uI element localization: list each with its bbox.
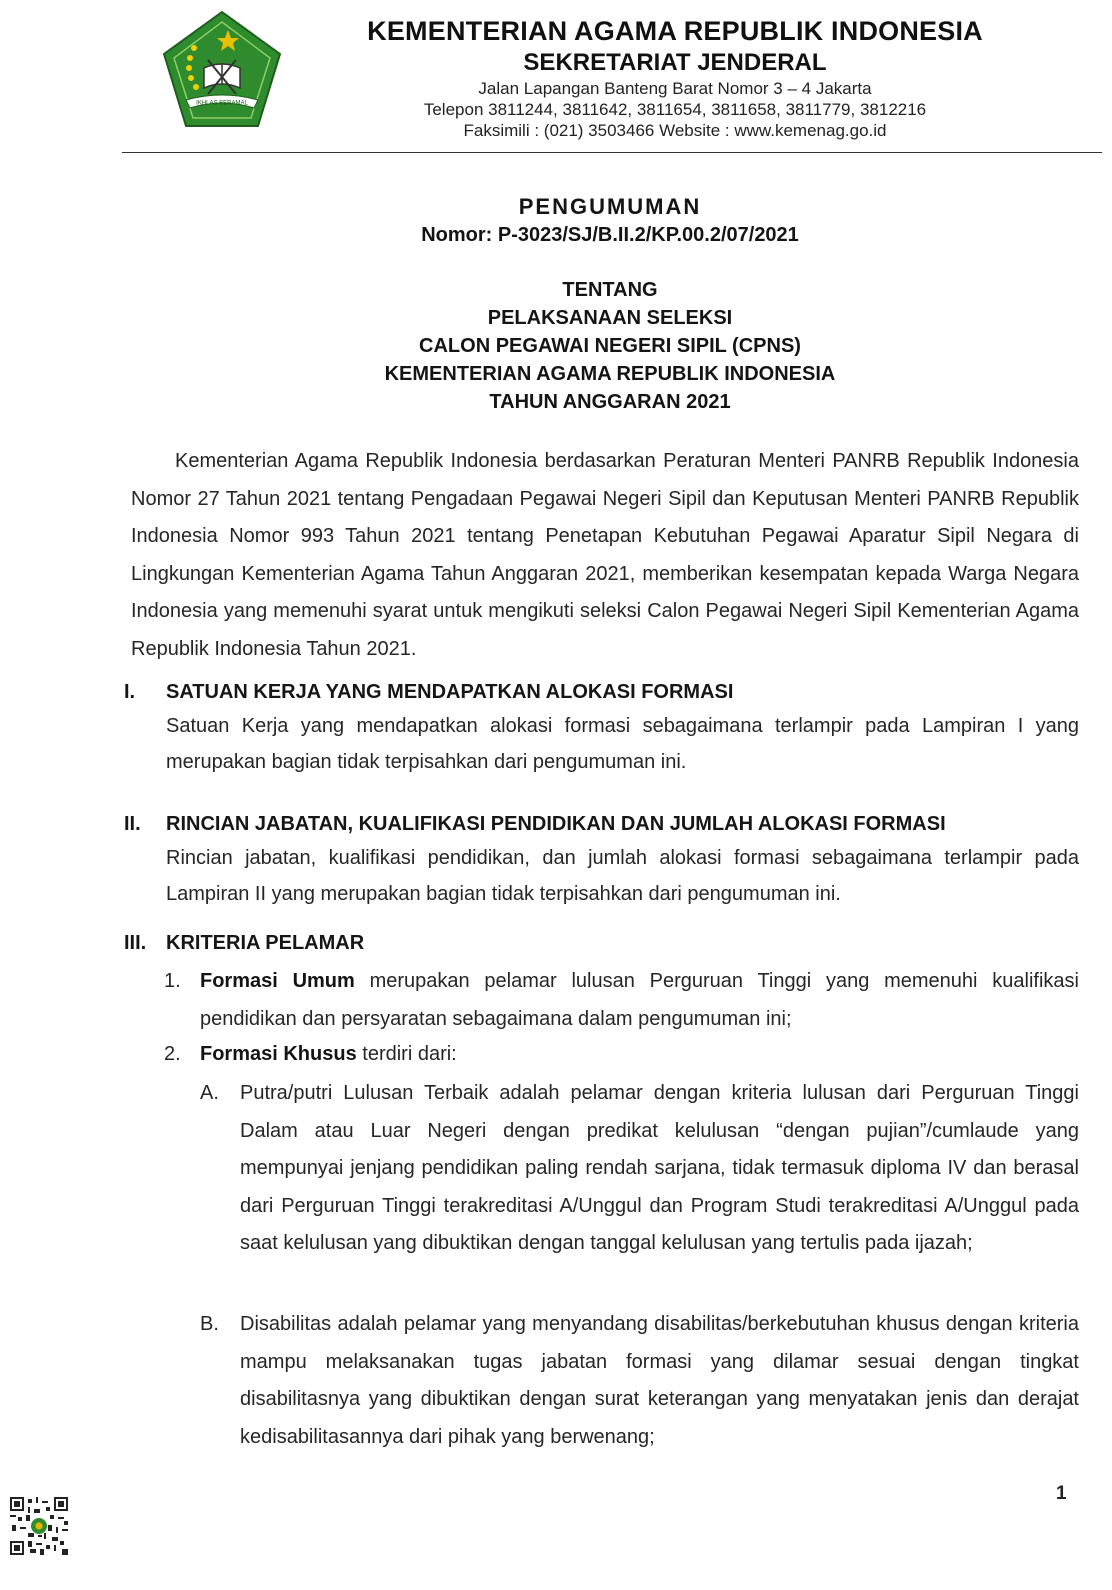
subject-line: TENTANG: [562, 279, 658, 301]
section-1: [124, 678, 1079, 780]
intro-paragraph: Kementerian Agama Republik Indonesia berdasarkan Peraturan Menteri PANRB Republik Indonesia Nomor 27 Tahun 2021 tentang Pengadaan Pegawai Negeri Sipil dan Keputusan Menteri PANRB Republik Indonesia Nomor 993 Tahun 2021 tentang Penetapan Kebutuhan Pegawai Aparatur Sipil Negara di Lingkungan Kementerian Agama Tahun Anggaran 2021, memberikan kesempatan kepada Warga Negara Indonesia yang memenuhi syarat untuk mengikuti seleksi Calon Pegawai Negeri Sipil Kementerian Agama Republik Indonesia Tahun 2021.: [131, 450, 1079, 660]
item-number: 1.: [164, 970, 181, 992]
logo-motto: IKHLAS BERAMAL: [196, 100, 248, 107]
item-text: [200, 963, 1079, 1038]
item-text: [200, 1036, 457, 1074]
subject-line: PELAKSANAAN SELEKSI: [487, 307, 733, 329]
criteria-item: [164, 963, 1079, 1038]
announcement-number: Nomor: P-3023/SJ/B.II.2/KP.00.2/07/2021: [421, 224, 799, 246]
subject-line: KEMENTERIAN AGAMA REPUBLIK INDONESIA: [384, 363, 836, 385]
section-number: III.: [124, 932, 147, 954]
page-number: 1: [1056, 1483, 1067, 1504]
item-term: Formasi Khusus: [200, 1043, 357, 1065]
section-heading: [124, 929, 1079, 957]
sub-criteria-item: [200, 1306, 1079, 1456]
item-text: Disabilitas adalah pelamar yang menyandang disabilitas/berkebutuhan khusus dengan kriteria mampu melaksanakan tugas jabatan formasi yang dilamar sesuai dengan tingkat disabilitasnya yang dibuktikan dengan surat keterangan yang menyatakan jenis dan derajat kedisabilitasannya dari pihak yang berwenang;: [240, 1313, 1079, 1448]
section-number: II.: [124, 813, 141, 835]
item-letter: A.: [200, 1082, 219, 1104]
section-body: Satuan Kerja yang mendapatkan alokasi formasi sebagaimana terlampir pada Lampiran I yang merupakan bagian tidak terpisahkan dari pengumuman ini.: [166, 715, 1079, 773]
section-heading: [124, 810, 1079, 838]
announcement-title: PENGUMUMAN: [518, 194, 702, 219]
item-term: Formasi Umum: [200, 970, 355, 992]
secretariat-name: SEKRETARIAT JENDERAL: [523, 49, 827, 76]
item-text: Putra/putri Lulusan Terbaik adalah pelamar dengan kriteria lulusan dari Perguruan Tinggi Dalam atau Luar Negeri dengan predikat kelulusan “dengan pujian”/cumlaude yang mempunyai jenjang pendidikan paling rendah sarjana, tidak termasuk diploma IV dan berasal dari Perguruan Tinggi terakreditasi A/Unggul dan Program Studi terakreditasi A/Unggul pada saat kelulusan yang dibuktikan dengan tanggal kelulusan yang tertulis pada ijazah;: [240, 1082, 1079, 1255]
section-body: Rincian jabatan, kualifikasi pendidikan, dan jumlah alokasi formasi sebagaimana terlampir pada Lampiran II yang merupakan bagian tidak terpisahkan dari pengumuman ini.: [166, 847, 1079, 905]
item-letter: B.: [200, 1313, 219, 1335]
section-heading: [124, 678, 1079, 706]
fax-website: Faksimili : (021) 3503466 Website : www.kemenag.go.id: [463, 121, 887, 140]
phone-numbers: Telepon 3811244, 3811642, 3811654, 3811658, 3811779, 3812216: [423, 100, 927, 119]
announcement-subject: [130, 276, 1090, 416]
ministry-name: KEMENTERIAN AGAMA REPUBLIK INDONESIA: [367, 16, 983, 46]
section-title: RINCIAN JABATAN, KUALIFIKASI PENDIDIKAN DAN JUMLAH ALOKASI FORMASI: [166, 813, 946, 835]
item-description: terdiri dari:: [356, 1043, 457, 1065]
address: Jalan Lapangan Banteng Barat Nomor 3 – 4 Jakarta: [478, 79, 872, 98]
item-number: 2.: [164, 1043, 181, 1065]
sub-criteria-item: [200, 1075, 1079, 1263]
item-description: merupakan pelamar lulusan Perguruan Tinggi yang memenuhi kualifikasi pendidikan dan persyaratan sebagaimana dalam pengumuman ini;: [200, 970, 1079, 1030]
section-number: I.: [124, 681, 136, 703]
subject-line: TAHUN ANGGARAN 2021: [489, 391, 731, 413]
section-title: KRITERIA PELAMAR: [166, 932, 365, 954]
section-2: [124, 810, 1079, 912]
section-3: [124, 929, 1079, 957]
criteria-item: [164, 1036, 1079, 1074]
kemenag-logo-icon: [160, 8, 284, 132]
letterhead: [320, 14, 1030, 141]
letterhead-divider: [122, 152, 1102, 153]
section-title: SATUAN KERJA YANG MENDAPATKAN ALOKASI FORMASI: [166, 681, 734, 703]
subject-line: CALON PEGAWAI NEGERI SIPIL (CPNS): [419, 335, 801, 357]
qr-code-icon: [10, 1497, 68, 1555]
